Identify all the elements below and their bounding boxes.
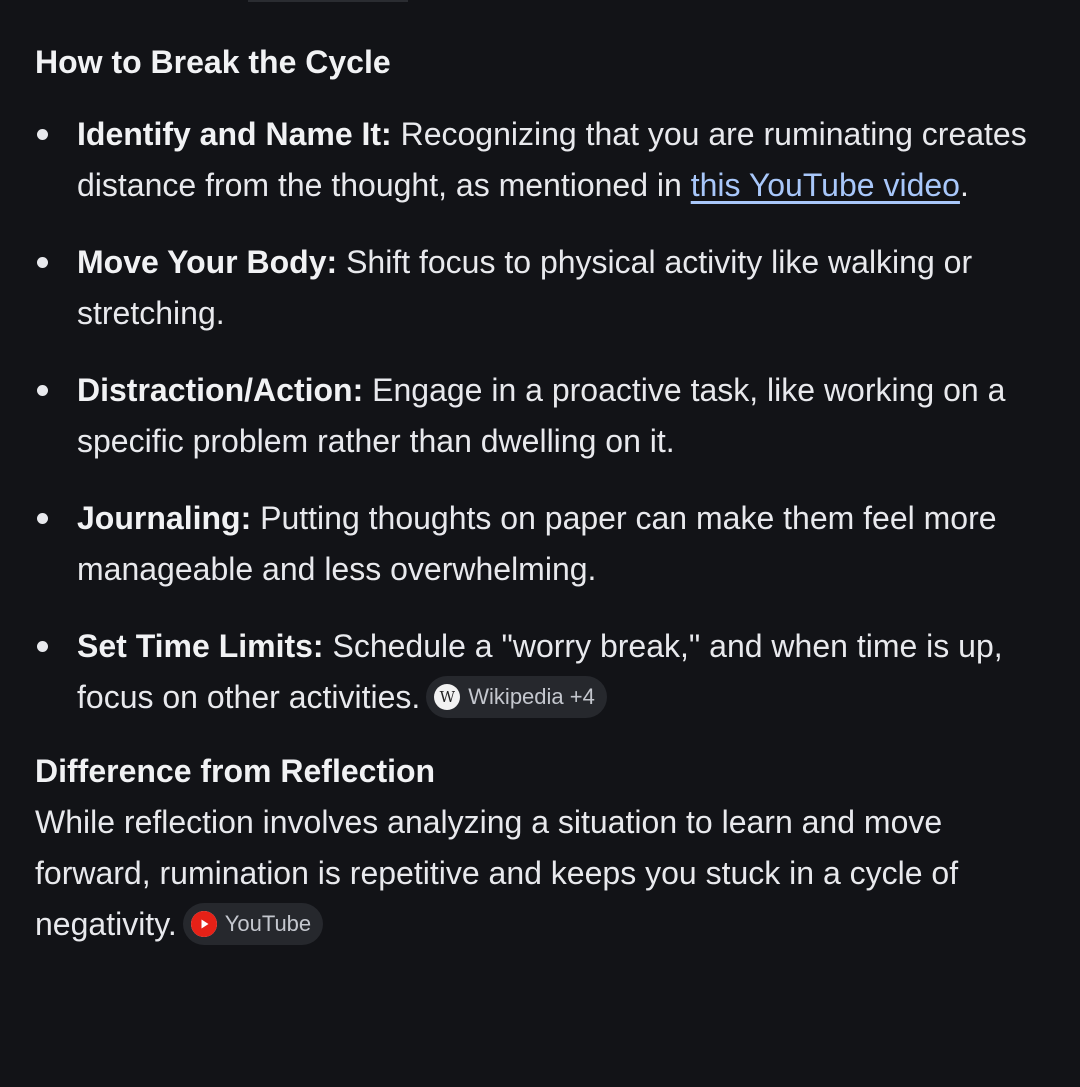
bullet-icon (37, 129, 48, 140)
item-text: Recognizing that you are ruminating creates distance from the thought, as mentioned in (77, 116, 1027, 203)
item-text: Putting thoughts on paper can make them feel more manageable and less overwhelming. (77, 500, 997, 587)
item-text: Engage in a proactive task, like working on a specific problem rather than dwelling on it. (77, 372, 1006, 459)
source-chip-wikipedia[interactable] (426, 676, 607, 718)
top-divider (248, 0, 408, 2)
item-title: Move Your Body: (77, 244, 338, 280)
item-title: Set Time Limits: (77, 628, 324, 664)
list-item-time-limits (35, 621, 1050, 723)
answer-content (35, 36, 1050, 950)
bullet-icon (37, 641, 48, 652)
list-item-distraction (35, 365, 1050, 467)
list-item-identify (35, 109, 1050, 211)
tips-list (35, 109, 1050, 723)
item-title: Identify and Name It: (77, 116, 392, 152)
wikipedia-icon: W (434, 684, 460, 710)
section-heading-difference: Difference from Reflection (35, 753, 436, 789)
youtube-video-link[interactable]: this YouTube video (690, 167, 960, 203)
item-title: Journaling: (77, 500, 252, 536)
item-text: Shift focus to physical activity like walking or stretching. (77, 244, 973, 331)
list-item-move-body (35, 237, 1050, 339)
paragraph-text: While reflection involves analyzing a situation to learn and move forward, rumination is repetitive and keeps you stuck in a cycle of negativity. (35, 804, 959, 942)
bullet-icon (37, 513, 48, 524)
source-chip-label: Wikipedia +4 (468, 684, 595, 710)
section-heading-break-cycle: How to Break the Cycle (35, 44, 391, 80)
item-text: Schedule a "worry break," and when time is up, focus on other activities. (77, 628, 1003, 715)
source-chip-label: YouTube (224, 911, 312, 937)
item-title: Distraction/Action: (77, 372, 364, 408)
bullet-icon (37, 385, 48, 396)
youtube-icon (191, 911, 217, 937)
bullet-icon (37, 257, 48, 268)
item-text-end: . (959, 167, 969, 203)
list-item-journaling (35, 493, 1050, 595)
source-chip-youtube[interactable] (183, 903, 323, 945)
difference-paragraph (35, 797, 1050, 950)
